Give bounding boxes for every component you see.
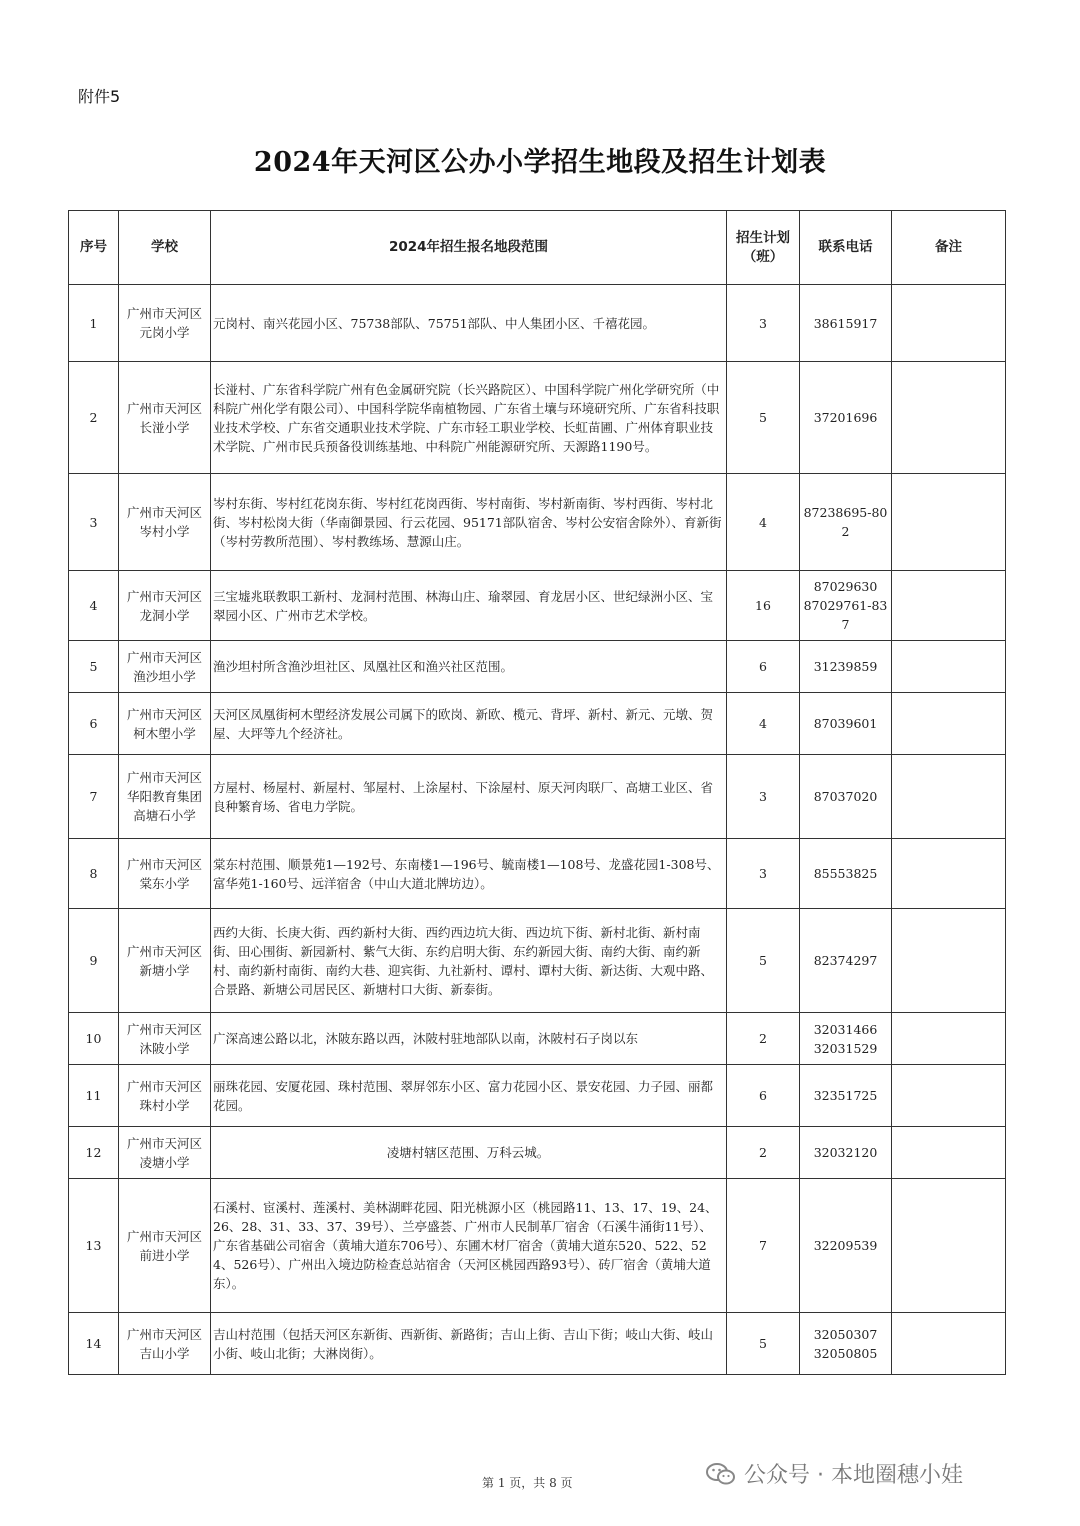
phone-number: 37201696 — [813, 410, 878, 425]
row-school-cell: 广州市天河区岑村小学 — [119, 474, 211, 571]
header-remark: 备注 — [892, 211, 1006, 285]
row-school-cell: 广州市天河区长湴小学 — [119, 362, 211, 474]
row-plan-cell: 4 — [727, 693, 800, 755]
row-no-cell: 12 — [69, 1127, 119, 1179]
row-school-cell: 广州市天河区龙洞小学 — [119, 571, 211, 641]
row-phone-cell — [800, 1127, 892, 1179]
table-row — [69, 571, 1006, 641]
table-row — [69, 1179, 1006, 1313]
row-remark-cell — [892, 641, 1006, 693]
page-title: 2024年天河区公办小学招生地段及招生计划表 — [253, 147, 827, 178]
row-area-cell: 元岗村、南兴花园小区、75738部队、75751部队、中人集团小区、千禧花园。 — [211, 285, 727, 362]
row-school-cell: 广州市天河区沐陂小学 — [119, 1013, 211, 1065]
row-no-cell: 11 — [69, 1065, 119, 1127]
row-area-cell: 吉山村范围（包括天河区东新街、西新街、新路街；吉山上街、吉山下街；岐山大街、岐山小街、岐山北街；大淋岗街）。 — [211, 1313, 727, 1375]
header-phone: 联系电话 — [800, 211, 892, 285]
table-row — [69, 755, 1006, 839]
row-area-cell: 渔沙坦村所含渔沙坦社区、凤凰社区和渔兴社区范围。 — [211, 641, 727, 693]
row-phone-cell — [800, 755, 892, 839]
watermark-text: 公众号 · 本地圈穗小娃 — [744, 1463, 963, 1488]
row-no-cell: 1 — [69, 285, 119, 362]
row-plan-cell: 6 — [727, 641, 800, 693]
row-no-cell: 2 — [69, 362, 119, 474]
row-school-cell: 广州市天河区元岗小学 — [119, 285, 211, 362]
row-remark-cell — [892, 909, 1006, 1013]
row-remark-cell — [892, 285, 1006, 362]
row-phone-cell — [800, 474, 892, 571]
row-phone-cell — [800, 1313, 892, 1375]
row-area-cell: 长湴村、广东省科学院广州有色金属研究院（长兴路院区）、中国科学院广州化学研究所（中科院广州化学有限公司）、中国科学院华南植物园、广东省土壤与环境研究所、广东省科技职业技术学校、广东省交通职业技术学院、广东市轻工职业学校、长虹苗圃、广州体育职业技术学院、广州市民兵预备役训练基地、中科院广州能源研究所、天源路1190号。 — [211, 362, 727, 474]
row-no-cell: 9 — [69, 909, 119, 1013]
phone-number: 87039601 — [813, 716, 878, 731]
watermark — [706, 1458, 963, 1489]
row-remark-cell — [892, 1013, 1006, 1065]
table-row — [69, 362, 1006, 474]
row-plan-cell: 2 — [727, 1127, 800, 1179]
phone-number: 87029630 — [813, 579, 878, 594]
row-area-cell: 岑村东街、岑村红花岗东街、岑村红花岗西街、岑村南街、岑村新南街、岑村西街、岑村北街、岑村松岗大街（华南御景园、行云花园、95171部队宿舍、岑村公安宿舍除外）、育新街（岑村劳教所范围）、岑村教练场、慧源山庄。 — [211, 474, 727, 571]
row-school-cell: 广州市天河区珠村小学 — [119, 1065, 211, 1127]
row-area-cell: 天河区凤凰街柯木塱经济发展公司属下的欧岗、新欧、榄元、背坪、新村、新元、元墩、贺屋、大坪等九个经济社。 — [211, 693, 727, 755]
table-row — [69, 285, 1006, 362]
row-plan-cell: 5 — [727, 909, 800, 1013]
table-row — [69, 1127, 1006, 1179]
row-remark-cell — [892, 1127, 1006, 1179]
row-phone-cell — [800, 1179, 892, 1313]
table-row — [69, 1313, 1006, 1375]
page-footer: 第 1 页，共 8 页 — [482, 1476, 573, 1490]
phone-number: 38615917 — [813, 315, 878, 331]
table-row — [69, 693, 1006, 755]
row-remark-cell — [892, 1313, 1006, 1375]
phone-number: 32351725 — [813, 1088, 878, 1103]
row-area-cell: 西约大街、长庚大街、西约新村大街、西约西边坑大街、西边坑下街、新村北街、新村南街、田心围街、新园新村、紫气大街、东约启明大街、东约新园大街、南约大街、南约新村、南约新村南街、南约大巷、迎宾街、九社新村、谭村、谭村大街、新达街、大观中路、合景路、新塘公司居民区、新塘村口大街、新泰街。 — [211, 909, 727, 1013]
row-no-cell: 10 — [69, 1013, 119, 1065]
row-no-cell: 8 — [69, 839, 119, 909]
row-remark-cell — [892, 362, 1006, 474]
table-header-row — [69, 211, 1006, 285]
table-row — [69, 1065, 1006, 1127]
row-phone-cell — [800, 641, 892, 693]
row-plan-cell: 4 — [727, 474, 800, 571]
row-area-cell: 石溪村、宦溪村、莲溪村、美林湖畔花园、阳光桃源小区（桃园路11、13、17、19、24、26、28、31、33、37、39号）、兰亭盛荟、广州市人民制革厂宿舍（石溪牛涌街11号）、广东省基础公司宿舍（黄埔大道东706号）、东圃木材厂宿舍（黄埔大道东520、522、524、526号）、广州出入境边防检查总站宿舍（天河区桃园西路93号）、砖厂宿舍（黄埔大道东）。 — [211, 1179, 727, 1313]
row-remark-cell — [892, 1065, 1006, 1127]
enrollment-table — [68, 210, 1006, 1375]
row-phone-cell — [800, 362, 892, 474]
row-school-cell: 广州市天河区吉山小学 — [119, 1313, 211, 1375]
row-phone-cell — [800, 693, 892, 755]
row-area-cell: 方屋村、杨屋村、新屋村、邹屋村、上涂屋村、下涂屋村、原天河肉联厂、高塘工业区、省良种繁育场、省电力学院。 — [211, 755, 727, 839]
row-plan-cell: 6 — [727, 1065, 800, 1127]
row-area-cell: 三宝墟兆联教职工新村、龙洞村范围、林海山庄、瑜翠园、育龙居小区、世纪绿洲小区、宝翠园小区、广州市艺术学校。 — [211, 571, 727, 641]
row-plan-cell: 3 — [727, 839, 800, 909]
row-plan-cell: 3 — [727, 755, 800, 839]
attachment-label: 附件5 — [78, 87, 121, 106]
row-school-cell: 广州市天河区渔沙坦小学 — [119, 641, 211, 693]
wechat-icon — [706, 1462, 736, 1486]
row-plan-cell: 7 — [727, 1179, 800, 1313]
header-no: 序号 — [69, 211, 119, 285]
row-no-cell: 4 — [69, 571, 119, 641]
table-row — [69, 474, 1006, 571]
phone-number: 32032120 — [813, 1145, 878, 1160]
row-area-cell: 广深高速公路以北，沐陂东路以西，沐陂村驻地部队以南，沐陂村石子岗以东 — [211, 1013, 727, 1065]
phone-number: 32209539 — [813, 1238, 878, 1253]
row-area-cell: 丽珠花园、安厦花园、珠村范围、翠屏邻东小区、富力花园小区、景安花园、力子园、丽都花园。 — [211, 1065, 727, 1127]
row-no-cell: 5 — [69, 641, 119, 693]
row-plan-cell: 5 — [727, 362, 800, 474]
row-phone-cell — [800, 909, 892, 1013]
row-plan-cell: 2 — [727, 1013, 800, 1065]
row-plan-cell: 16 — [727, 571, 800, 641]
row-no-cell: 14 — [69, 1313, 119, 1375]
row-school-cell: 广州市天河区棠东小学 — [119, 839, 211, 909]
row-remark-cell — [892, 755, 1006, 839]
phone-number: 87238695-802 — [803, 505, 888, 539]
row-school-cell: 广州市天河区柯木塱小学 — [119, 693, 211, 755]
row-area-cell: 凌塘村辖区范围、万科云城。 — [211, 1127, 727, 1179]
row-phone-cell — [800, 839, 892, 909]
row-area-cell: 棠东村范围、顺景苑1—192号、东南楼1—196号、毓南楼1—108号、龙盛花园1-308号、富华苑1-160号、远洋宿舍（中山大道北牌坊边）。 — [211, 839, 727, 909]
row-remark-cell — [892, 693, 1006, 755]
row-no-cell: 3 — [69, 474, 119, 571]
table-row — [69, 1013, 1006, 1065]
row-school-cell: 广州市天河区华阳教育集团高塘石小学 — [119, 755, 211, 839]
row-school-cell: 广州市天河区凌塘小学 — [119, 1127, 211, 1179]
phone-number: 85553825 — [813, 866, 878, 881]
table-row — [69, 641, 1006, 693]
row-remark-cell — [892, 1179, 1006, 1313]
row-school-cell: 广州市天河区新塘小学 — [119, 909, 211, 1013]
table-row — [69, 909, 1006, 1013]
header-area: 2024年招生报名地段范围 — [211, 211, 727, 285]
row-remark-cell — [892, 839, 1006, 909]
row-phone-cell — [800, 571, 892, 641]
phone-number: 82374297 — [813, 953, 878, 968]
phone-number-secondary: 32031529 — [813, 1040, 878, 1056]
phone-number: 32050307 — [813, 1326, 878, 1342]
row-phone-cell — [800, 285, 892, 362]
row-plan-cell: 5 — [727, 1313, 800, 1375]
phone-number-secondary: 32050805 — [813, 1345, 878, 1361]
header-plan: 招生计划（班） — [727, 211, 800, 285]
row-remark-cell — [892, 474, 1006, 571]
phone-number: 31239859 — [813, 659, 878, 674]
table-row — [69, 839, 1006, 909]
header-school: 学校 — [119, 211, 211, 285]
row-school-cell: 广州市天河区前进小学 — [119, 1179, 211, 1313]
phone-number: 32031466 — [813, 1021, 878, 1037]
row-no-cell: 7 — [69, 755, 119, 839]
row-remark-cell — [892, 571, 1006, 641]
row-phone-cell — [800, 1065, 892, 1127]
phone-number: 87037020 — [813, 789, 878, 804]
row-no-cell: 13 — [69, 1179, 119, 1313]
row-plan-cell: 3 — [727, 285, 800, 362]
row-no-cell: 6 — [69, 693, 119, 755]
phone-number-secondary: 87029761-837 — [803, 598, 888, 632]
row-phone-cell — [800, 1013, 892, 1065]
